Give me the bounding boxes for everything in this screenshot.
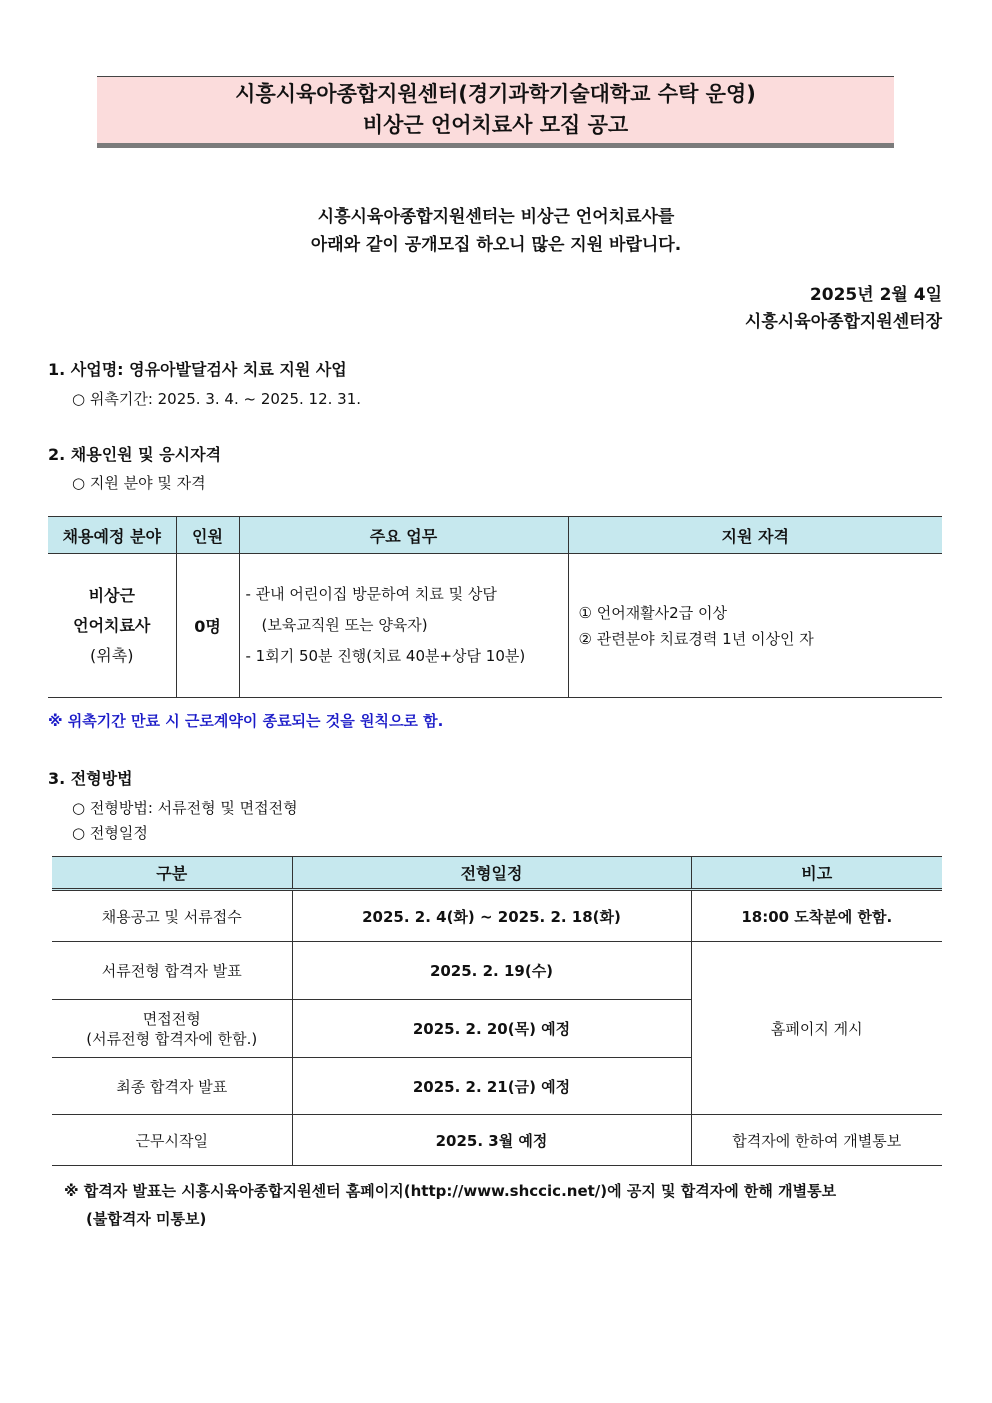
header-schedule: 전형일정 [292, 857, 691, 890]
screening-method: ○ 전형방법: 서류전형 및 면접전형 [72, 799, 298, 817]
header-count: 인원 [176, 517, 239, 554]
issue-block [745, 282, 942, 336]
schedule-table [52, 856, 942, 1166]
row-label [52, 1000, 292, 1058]
recruitment-table [48, 516, 942, 698]
recruitment-table-header [48, 517, 942, 554]
row-note: 홈페이지 게시 [691, 942, 942, 1115]
contract-note: ※ 위촉기간 만료 시 근로계약이 종료되는 것을 원칙으로 함. [48, 712, 444, 730]
section-2-heading: 2. 채용인원 및 응시자격 [48, 445, 222, 464]
issuer: 시흥시육아종합지원센터장 [744, 312, 942, 332]
qual-line-2: ② 관련분야 치료경력 1년 이상인 자 [578, 629, 814, 648]
intro-text [0, 203, 992, 259]
row-note: 18:00 도착분에 한함. [691, 890, 942, 942]
issue-date: 2025년 2월 4일 [809, 285, 942, 305]
section-2-sub: ○ 지원 분야 및 자격 [72, 474, 206, 492]
row-label: 근무시작일 [52, 1115, 292, 1166]
header-remarks: 비고 [691, 857, 942, 890]
header-category: 구분 [52, 857, 292, 890]
row-label-line-1: 면접전형 [142, 1009, 201, 1028]
intro-line-2: 아래와 같이 공개모집 하오니 많은 지원 바랍니다. [310, 235, 682, 255]
duty-line-2: (보육교직원 또는 양육자) [261, 616, 428, 634]
table-row [52, 942, 942, 1000]
field-line-2: 언어치료사 [73, 615, 151, 635]
duty-line-1: - 관내 어린이집 방문하여 치료 및 상담 [245, 585, 497, 603]
screening-schedule-label: ○ 전형일정 [72, 824, 148, 842]
duty-cell [239, 554, 568, 698]
title-line-2: 비상근 언어치료사 모집 공고 [362, 113, 629, 137]
qualification-cell [568, 554, 942, 698]
table-row [52, 890, 942, 942]
section-3-heading: 3. 전형방법 [48, 769, 133, 788]
field-line-1: 비상근 [88, 585, 135, 605]
row-date: 2025. 3월 예정 [292, 1115, 691, 1166]
row-date: 2025. 2. 19(수) [292, 942, 691, 1000]
header-duty: 주요 업무 [239, 517, 568, 554]
row-label: 채용공고 및 서류접수 [52, 890, 292, 942]
footnote-line-2: (불합격자 미통보) [86, 1210, 207, 1228]
announcement-footnote [64, 1177, 934, 1233]
field-cell [48, 554, 176, 698]
footnote-line-1: ※ 합격자 발표는 시흥시육아종합지원센터 홈페이지(http://www.shccic.net/)에 공지 및 합격자에 한해 개별통보 [64, 1182, 837, 1200]
row-date: 2025. 2. 21(금) 예정 [292, 1058, 691, 1115]
count-cell: 0명 [176, 554, 239, 698]
row-label-line-2: (서류전형 합격자에 한함.) [86, 1029, 258, 1048]
title-line-1: 시흥시육아종합지원센터(경기과학기술대학교 수탁 운영) [235, 82, 756, 106]
schedule-table-header [52, 857, 942, 890]
qual-line-1: ① 언어재활사2급 이상 [578, 603, 727, 622]
duty-line-3: - 1회기 50분 진행(치료 40분+상담 10분) [245, 647, 526, 665]
section-1-heading: 1. 사업명: 영유아발달검사 치료 지원 사업 [48, 360, 347, 379]
notice-title-box [97, 76, 894, 148]
row-date: 2025. 2. 4(화) ~ 2025. 2. 18(화) [292, 890, 691, 942]
table-row [52, 1115, 942, 1166]
row-label: 서류전형 합격자 발표 [52, 942, 292, 1000]
recruitment-table-row [48, 554, 942, 698]
row-label: 최종 합격자 발표 [52, 1058, 292, 1115]
intro-line-1: 시흥시육아종합지원센터는 비상근 언어치료사를 [317, 207, 675, 227]
appointment-period: ○ 위촉기간: 2025. 3. 4. ~ 2025. 12. 31. [72, 390, 362, 408]
header-field: 채용예정 분야 [48, 517, 176, 554]
row-note: 합격자에 한하여 개별통보 [691, 1115, 942, 1166]
row-date: 2025. 2. 20(목) 예정 [292, 1000, 691, 1058]
header-qualification: 지원 자격 [568, 517, 942, 554]
field-line-3: (위촉) [90, 645, 134, 665]
